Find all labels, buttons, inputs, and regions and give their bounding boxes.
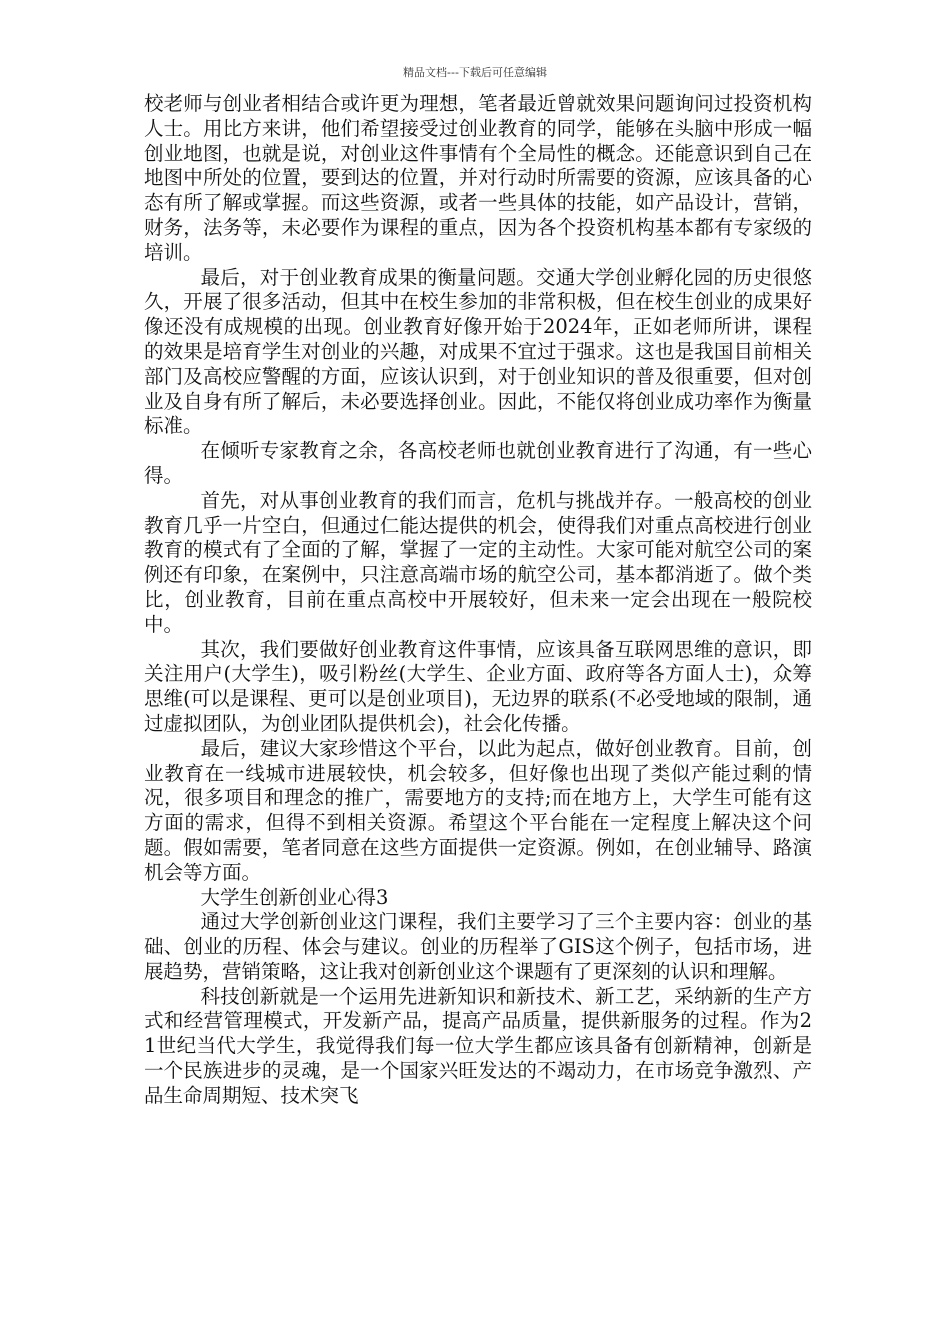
paragraph: 最后，建议大家珍惜这个平台，以此为起点，做好创业教育。目前，创业教育在一线城市进展较快，机会较多，但好像也出现了类似产能过剩的情况，很多项目和理念的推广，需要地方的支持;而在地方上，大学生可能有这方面的需求，但得不到相关资源。希望这个平台能在一定程度上解决这个问题。假如需要，笔者同意在这些方面提供一定资源。例如，在创业辅导、路演机会等方面。 (144, 736, 812, 884)
document-body (144, 92, 812, 1109)
paragraph: 科技创新就是一个运用先进新知识和新技术、新工艺，采纳新的生产方式和经营管理模式，开发新产品，提高产品质量，提供新服务的过程。作为21世纪当代大学生，我觉得我们每一位大学生都应该具备有创新精神，创新是一个民族进步的灵魂，是一个国家兴旺发达的不竭动力，在市场竞争激烈、产品生命周期短、技术突飞 (144, 984, 812, 1107)
paragraph: 校老师与创业者相结合或许更为理想，笔者最近曾就效果问题询问过投资机构人士。用比方来讲，他们希望接受过创业教育的同学，能够在头脑中形成一幅创业地图，也就是说，对创业这件事情有个全局性的概念。还能意识到自己在地图中所处的位置，要到达的位置，并对行动时所需要的资源，应该具备的心态有所了解或掌握。而这些资源，或者一些具体的技能，如产品设计，营销，财务，法务等，未必要作为课程的重点，因为各个投资机构基本都有专家级的培训。 (144, 92, 812, 264)
paragraph: 最后，对于创业教育成果的衡量问题。交通大学创业孵化园的历史很悠久，开展了很多活动，但其中在校生参加的非常积极，但在校生创业的成果好像还没有成规模的出现。创业教育好像开始于2024年，正如老师所讲，课程的效果是培育学生对创业的兴趣，对成果不宜过于强求。这也是我国目前相关部门及高校应警醒的方面，应该认识到，对于创业知识的普及很重要，但对创业及自身有所了解后，未必要选择创业。因此，不能仅将创业成功率作为衡量标准。 (144, 265, 812, 438)
paragraph: 在倾听专家教育之余，各高校老师也就创业教育进行了沟通，有一些心得。 (144, 439, 812, 487)
paragraph: 首先，对从事创业教育的我们而言，危机与挑战并存。一般高校的创业教育几乎一片空白，但通过仁能达提供的机会，使得我们对重点高校进行创业教育的模式有了全面的了解，掌握了一定的主动性。大家可能对航空公司的案例还有印象，在案例中，只注意高端市场的航空公司，基本都消逝了。做个类比，创业教育，目前在重点高校中开展较好，但未来一定会出现在一般院校中。 (144, 488, 812, 636)
paragraph: 通过大学创新创业这门课程，我们主要学习了三个主要内容：创业的基础、创业的历程、体会与建议。创业的历程举了GIS这个例子，包括市场，进展趋势，营销策略，这让我对创新创业这个课题有了更深刻的认识和理解。 (144, 910, 812, 983)
page-header: 精品文档---下载后可任意编辑 (403, 66, 547, 79)
paragraph: 其次，我们要做好创业教育这件事情，应该具备互联网思维的意识，即关注用户(大学生)，吸引粉丝(大学生、企业方面、政府等各方面人士)，众筹思维(可以是课程、更可以是创业项目)，无边界的联系(不必受地域的限制，通过虚拟团队，为创业团队提供机会)，社会化传播。 (144, 637, 812, 735)
section-heading: 大学生创新创业心得3 (200, 885, 389, 909)
